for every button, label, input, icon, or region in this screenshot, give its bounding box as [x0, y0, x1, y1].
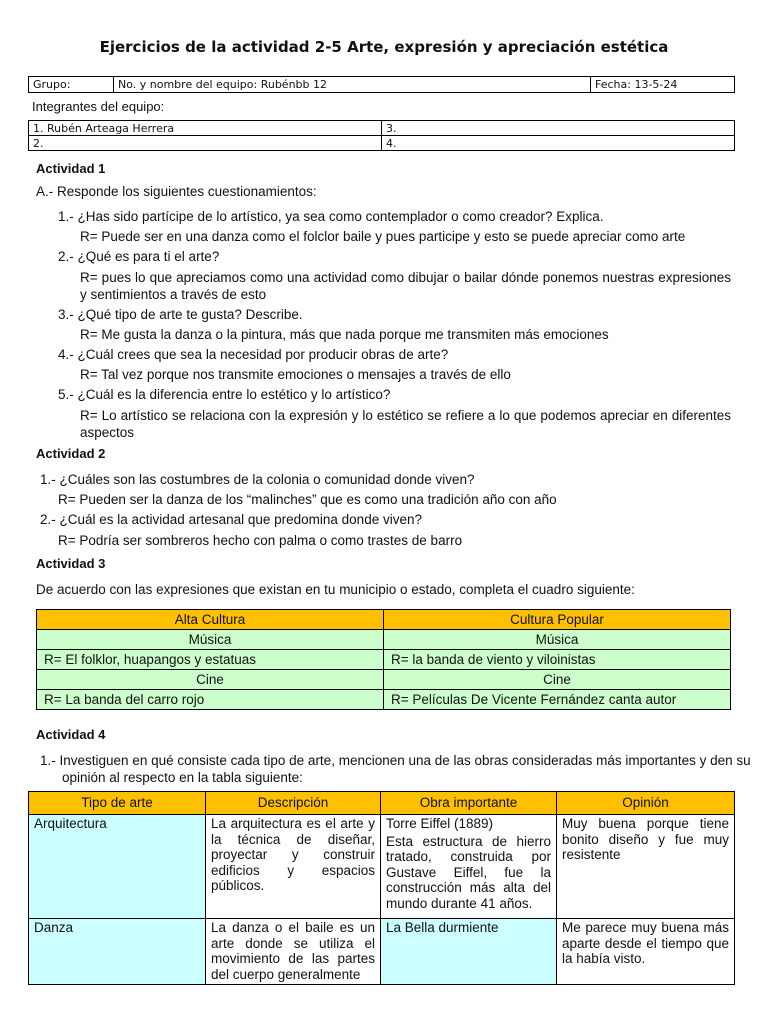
row-tipo: Arquitectura: [29, 815, 206, 919]
question-5: 5.- ¿Cuál es la diferencia entre lo estético y lo artístico?: [58, 387, 391, 402]
obra-title: La Bella durmiente: [386, 920, 499, 935]
art-types-table: [28, 791, 735, 985]
obra-title: Torre Eiffel (1889): [386, 816, 494, 831]
question-4: 4.- ¿Cuál crees que sea la necesidad por producir obras de arte?: [58, 347, 449, 362]
row-opinion: Me parece muy buena más aparte desde el tiempo que la había visto.: [557, 919, 735, 985]
musica-popular-answer: R= la banda de viento y viloinistas: [384, 650, 731, 670]
question-2: 2.- ¿Qué es para ti el arte?: [58, 249, 220, 264]
answer-1: R= Puede ser en una danza como el folclor baile y pues participe y esto se puede apreciar como arte: [80, 229, 686, 244]
row-tipo: Danza: [29, 919, 206, 985]
col-alta-cultura: Alta Cultura: [37, 610, 384, 630]
act2-question-2: 2.- ¿Cuál es la actividad artesanal que predomina donde viven?: [40, 512, 422, 527]
act2-answer-2: R= Podría ser sombreros hecho con palma o como trastes de barro: [58, 533, 463, 548]
member-3: 3.: [382, 121, 735, 136]
col-descripcion: Descripción: [206, 792, 381, 815]
answer-5: R= Lo artístico se relaciona con la expresión y lo estético se refiere a lo que podemos apreciar en diferentes aspectos: [80, 408, 731, 440]
table-row: [29, 919, 735, 985]
actividad-4-intro: 1.- Investiguen en qué consiste cada tipo de arte, mencionen una de las obras consideradas más importantes y den su opinión al respecto en la tabla siguiente:: [40, 753, 751, 785]
col-cultura-popular: Cultura Popular: [384, 610, 731, 630]
members-table: [28, 120, 735, 151]
answer-4: R= Tal vez porque nos transmite emociones o mensajes a través de ello: [80, 367, 511, 382]
member-2: 2.: [29, 136, 382, 151]
answer-3: R= Me gusta la danza o la pintura, más que nada porque me transmiten más emociones: [80, 327, 609, 342]
actividad-3-intro: De acuerdo con las expresiones que existan en tu municipio o estado, completa el cuadro siguiente:: [36, 582, 635, 597]
equipo-cell: No. y nombre del equipo: Rubénbb 12: [114, 77, 591, 93]
answer-2: R= pues lo que apreciamos como una actividad como dibujar o bailar dónde ponemos nuestras expresiones y sentimientos a través de esto: [80, 270, 731, 302]
obra-description: Esta estructura de hierro tratado, construida por Gustave Eiffel, fue la construcción más alta del mundo durante 41 años.: [386, 833, 551, 911]
act2-question-1: 1.- ¿Cuáles son las costumbres de la colonia o comunidad donde viven?: [40, 472, 475, 487]
grupo-cell: Grupo:: [29, 77, 114, 93]
musica-alta-label: Música: [37, 630, 384, 650]
document-title: Ejercicios de la actividad 2-5 Arte, expresión y apreciación estética: [99, 38, 669, 56]
actividad-1-intro: A.- Responde los siguientes cuestionamientos:: [36, 184, 317, 199]
col-opinion: Opinión: [557, 792, 735, 815]
row-opinion: Muy buena porque tiene bonito diseño y fue muy resistente: [557, 815, 735, 919]
question-1: 1.- ¿Has sido partícipe de lo artístico, ya sea como contemplador o como creador? Explica.: [58, 209, 604, 224]
actividad-2-heading: Actividad 2: [36, 446, 106, 461]
member-1: 1. Rubén Arteaga Herrera: [29, 121, 382, 136]
header-table: [28, 76, 735, 93]
row-obra: [381, 919, 557, 985]
cine-popular-label: Cine: [384, 670, 731, 690]
question-3: 3.- ¿Qué tipo de arte te gusta? Describe.: [58, 307, 303, 322]
cine-alta-answer: R= La banda del carro rojo: [37, 690, 384, 710]
member-4: 4.: [382, 136, 735, 151]
musica-alta-answer: R= El folklor, huapangos y estatuas: [37, 650, 384, 670]
fecha-cell: Fecha: 13-5-24: [591, 77, 735, 93]
musica-popular-label: Música: [384, 630, 731, 650]
actividad-3-heading: Actividad 3: [36, 556, 106, 571]
table-row: [29, 815, 735, 919]
cine-alta-label: Cine: [37, 670, 384, 690]
act2-answer-1: R= Pueden ser la danza de los “malinches” que es como una tradición año con año: [58, 492, 557, 507]
row-descripcion: La arquitectura es el arte y la técnica de diseñar, proyectar y construir edificios y espacios públicos.: [206, 815, 381, 919]
cine-popular-answer: R= Películas De Vicente Fernández canta autor: [384, 690, 731, 710]
actividad-4-heading: Actividad 4: [36, 727, 106, 742]
col-obra-importante: Obra importante: [381, 792, 557, 815]
actividad-1-heading: Actividad 1: [36, 161, 106, 176]
integrantes-label: Integrantes del equipo:: [32, 99, 165, 114]
row-descripcion: La danza o el baile es un arte donde se utiliza el movimiento de las partes del cuerpo generalmente: [206, 919, 381, 985]
culture-table: [36, 609, 731, 710]
row-obra: [381, 815, 557, 919]
col-tipo-arte: Tipo de arte: [29, 792, 206, 815]
